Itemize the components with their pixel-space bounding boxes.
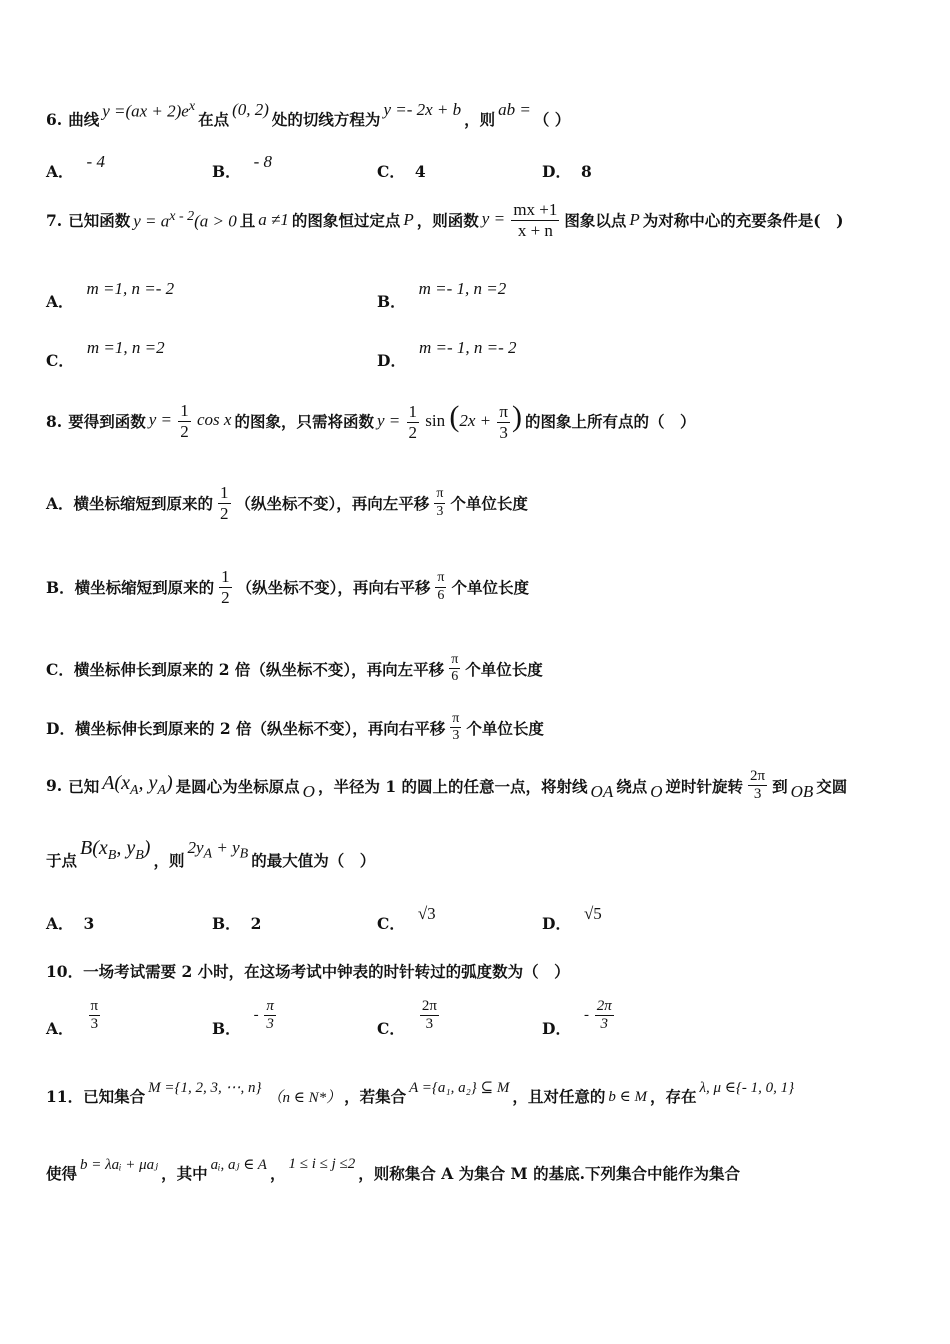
q11-lambda-mu: λ, μ ∈{- 1, 0, 1}	[699, 1079, 795, 1096]
q11-b-in-m: b ∈ M	[608, 1088, 647, 1105]
q7-point-p: P	[403, 210, 414, 230]
q7-condition: a ≠1	[258, 210, 289, 230]
q9-text-1: 已知	[68, 776, 100, 796]
q9-origin: O	[302, 781, 315, 801]
q9-text-7: 交圆	[816, 776, 848, 796]
q8-text-1: 要得到函数	[68, 412, 146, 432]
q6-option-d[interactable]: D． 8	[542, 161, 592, 181]
q6-curve: $y =(ax + 2)e^x$	[102, 99, 196, 121]
q9-option-c[interactable]: C． √3	[377, 904, 436, 933]
q9-text-5: 逆时针旋转	[665, 776, 744, 796]
q9-text-3: ，半径为 1 的圆上的任意一点，将射线	[317, 776, 588, 796]
q9-ray-ob: OB	[790, 781, 814, 801]
q9-ray-oa: OA	[590, 781, 614, 801]
q11-ai-aj: aᵢ, aⱼ ∈ A	[210, 1156, 267, 1173]
q6-text-5: （ ）	[533, 110, 571, 130]
q7-function-2: y = $\frac{mx +1}{x + n}$	[481, 200, 558, 240]
q8-option-d[interactable]: D． 横坐标伸长到原来的 2 倍（纵坐标不变），再向右平移 $\frac{\pi}{3}$ 个单位长度	[46, 711, 544, 744]
q11-number: 11．	[46, 1087, 84, 1106]
question-8	[46, 400, 910, 442]
q10-number: 10．	[46, 962, 84, 981]
q6-text-1: 曲线	[68, 110, 100, 130]
q10-option-a[interactable]: A． $\frac{\pi}{3}$	[46, 998, 99, 1038]
q11-text-4: ，存在	[649, 1087, 697, 1106]
q11-text-3: ，且对任意的	[512, 1087, 606, 1106]
q8-text-3: 的图象上所有点的（ ）	[524, 412, 696, 432]
q7-text-1: 已知函数	[68, 211, 131, 231]
q6-number: 6.	[46, 109, 63, 129]
q10-option-c[interactable]: C． $\frac{2\pi}{3}$	[377, 998, 437, 1038]
q7-text-3: 的图象恒过定点	[291, 211, 401, 231]
q7-option-a[interactable]: A． m =1, n =- 2	[46, 279, 175, 311]
q8-option-b[interactable]: B． 横坐标缩短到原来的 $\frac{1}{2}$ （纵坐标不变），再向右平移 $\frac{\pi}{6}$ 个单位长度	[46, 567, 529, 607]
q8-text-2: 的图象，只需将函数	[234, 412, 374, 432]
q7-number: 7.	[46, 210, 63, 230]
q10-option-d[interactable]: D． - $\frac{2\pi}{3}$	[542, 998, 612, 1038]
q6-text-4: ，则	[464, 110, 496, 130]
q6-text-2: 在点	[198, 110, 230, 130]
q8-function-1: y = $\frac{1}{2}$ cos x	[148, 401, 232, 441]
q10-text: 一场考试需要 2 小时，在这场考试中钟表的时针转过的弧度数为（ ）	[83, 962, 570, 981]
q11-text-1: 已知集合	[83, 1087, 146, 1106]
q11-text-2: ，若集合	[344, 1087, 407, 1106]
q7-text-2: 且	[239, 211, 256, 231]
q11-l2-text-3: ，	[269, 1164, 286, 1183]
q11-l2-text-2: ，其中	[161, 1164, 208, 1183]
question-11	[46, 1079, 910, 1107]
q8-option-c[interactable]: C． 横坐标伸长到原来的 2 倍（纵坐标不变），再向左平移 $\frac{\pi}{6}$ 个单位长度	[46, 652, 543, 685]
q7-text-5: 图象以点	[564, 211, 627, 231]
q9-origin-2: O	[650, 781, 663, 801]
q6-option-c[interactable]: C． 4	[377, 161, 426, 181]
q9-point-a: $A(x_A$, $y_A$)	[102, 772, 173, 799]
q7-text-6: 为对称中心的充要条件是( )	[642, 211, 844, 231]
q9-l2-text-1: 于点	[46, 850, 78, 870]
q8-option-a[interactable]: A． 横坐标缩短到原来的 $\frac{1}{2}$ （纵坐标不变），再向左平移 $\frac{\pi}{3}$ 个单位长度	[46, 483, 528, 523]
q6-point: (0, 2)	[232, 100, 269, 120]
q7-function: $y = a^{x - 2}(a > 0$	[133, 208, 237, 231]
q7-text-4: ，则函数	[416, 211, 479, 231]
q6-tangent: y =- 2x + b	[383, 100, 462, 120]
q11-set-a: A ={a₁, a₂} ⊆ M	[409, 1079, 510, 1096]
q11-n-condition: （n ∈ N*）	[267, 1089, 342, 1106]
q11-set-m: M ={1, 2, 3, ⋯, n}	[148, 1079, 262, 1096]
question-9: 9. 已知 $A(x_A$, $y_A$) 是圆心为坐标原点 O ，半径为 1 的圆上的任意一点，将射线 OA 绕点 O 逆时针旋转 $\frac{2\pi}{3}$ 到 OB 交圆	[46, 768, 848, 803]
q6-option-a[interactable]: A． - 4	[46, 152, 105, 181]
q9-option-d[interactable]: D． √5	[542, 904, 602, 933]
q9-text-2: 是圆心为坐标原点	[175, 776, 300, 796]
q9-l2-text-2: ，则	[153, 850, 185, 870]
question-9-line-2	[46, 837, 910, 873]
q6-ask: ab =	[498, 100, 531, 120]
q8-number: 8.	[46, 411, 63, 431]
q9-option-b[interactable]: B． 2	[212, 913, 262, 933]
q9-number: 9.	[46, 776, 63, 796]
q11-l2-text-1: 使得	[46, 1164, 78, 1183]
q7-point-p-2: P	[629, 210, 640, 230]
q9-l2-text-3: 的最大值为（ ）	[251, 850, 376, 870]
q7-option-b[interactable]: B． m =- 1, n =2	[377, 279, 507, 311]
q10-option-b[interactable]: B． - $\frac{\pi}{3}$	[212, 998, 274, 1038]
q9-text-4: 绕点	[616, 776, 648, 796]
q8-function-2: y = $\frac{1}{2}$ sin (2x + $\frac{\pi}{3}$ )	[376, 400, 522, 442]
q9-point-b: $B(x_B$, $y_B$)	[80, 837, 151, 863]
q9-option-a[interactable]: A． 3	[46, 913, 95, 933]
q6-text-3: 处的切线方程为	[271, 110, 381, 130]
q9-expression: $2y_A + y_B$	[187, 838, 249, 862]
question-10	[46, 960, 910, 982]
q7-option-d[interactable]: D． m =- 1, n =- 2	[377, 338, 517, 370]
question-7	[46, 200, 910, 240]
q11-l2-text-4: ，则称集合 A 为集合 M 的基底.下列集合中能作为集合	[358, 1164, 740, 1183]
q11-equation: b = λaᵢ + μaⱼ	[80, 1156, 159, 1173]
q6-option-b[interactable]: B． - 8	[212, 152, 273, 181]
q7-option-c[interactable]: C． m =1, n =2	[46, 338, 165, 370]
q11-inequality: 1 ≤ i ≤ j ≤2	[288, 1155, 356, 1172]
q9-text-6: 到	[772, 776, 788, 796]
question-6	[46, 99, 910, 131]
question-11-line-2	[46, 1155, 910, 1184]
